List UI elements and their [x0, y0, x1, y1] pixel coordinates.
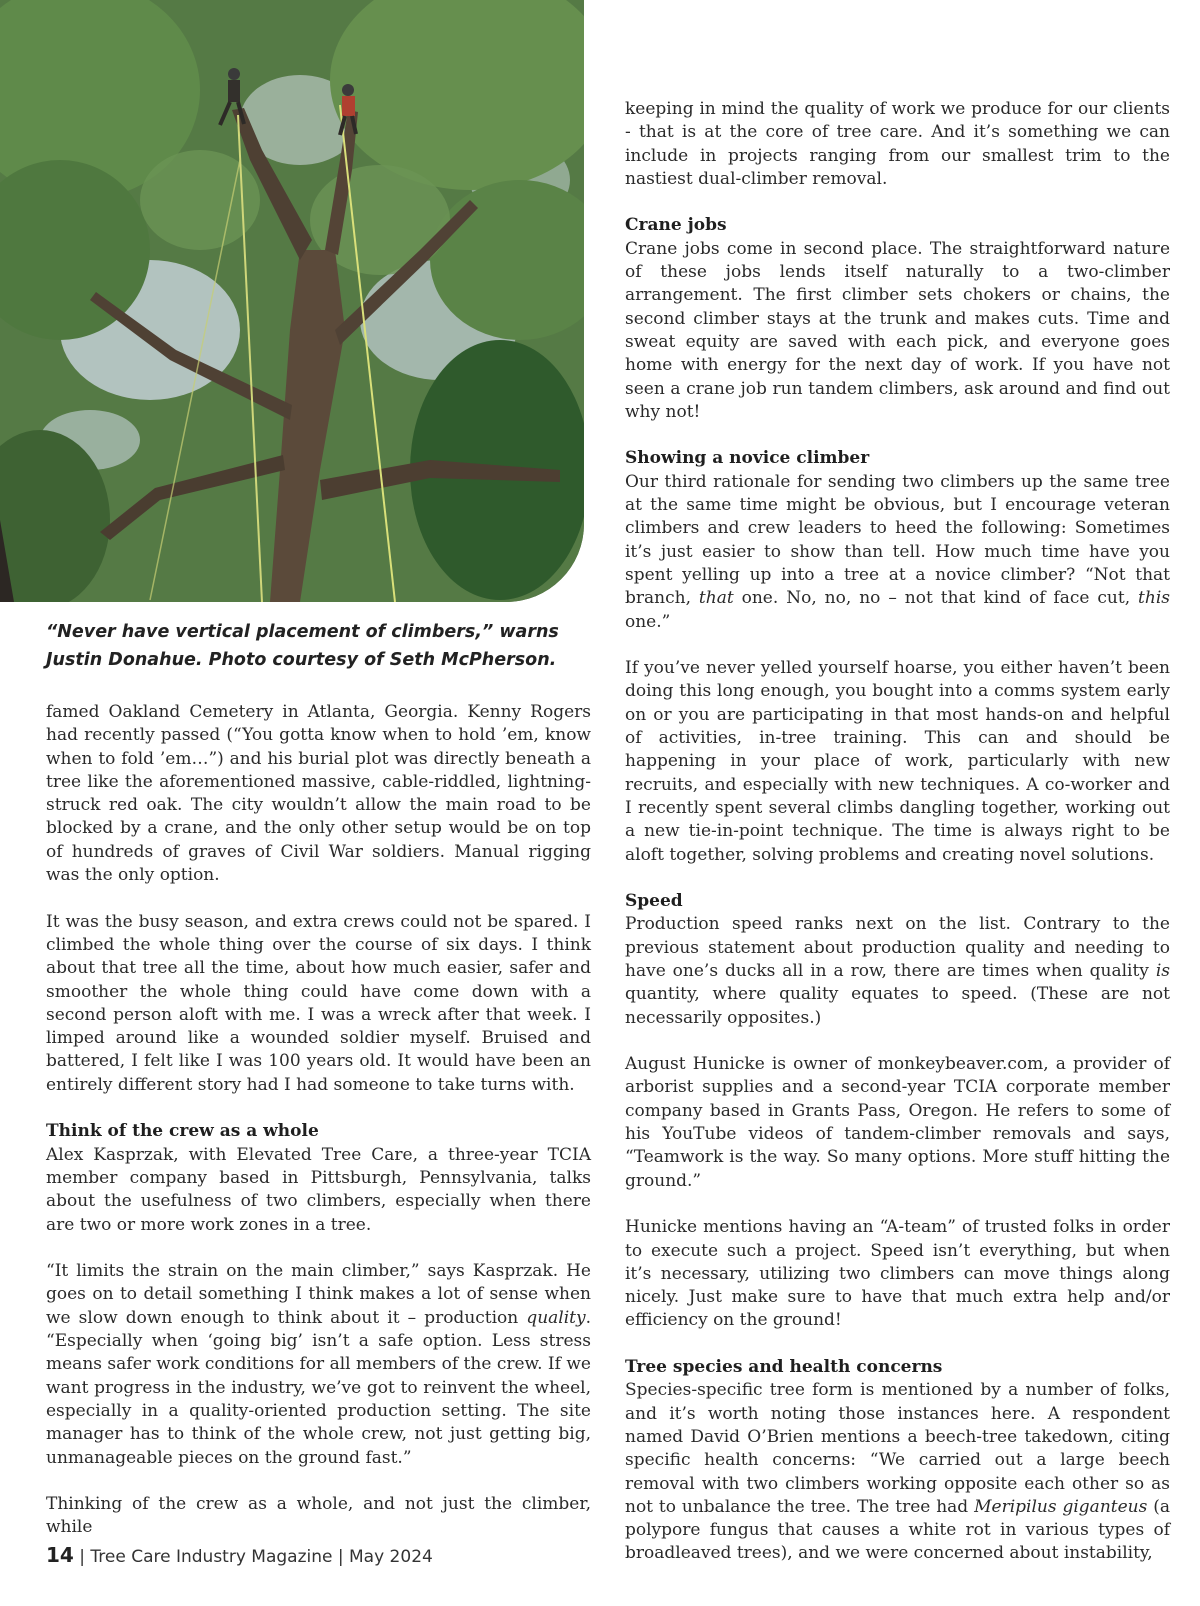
- right-paragraph-3: [625, 471, 1170, 634]
- text-run: quantity, where quality equates to speed. (These are not necessarily opposites.): [625, 984, 1170, 1028]
- emphasis-quality: quality: [526, 1307, 586, 1328]
- heading-crew-as-whole: Think of the crew as a whole: [46, 1121, 319, 1142]
- emphasis-that: that: [698, 588, 734, 609]
- emphasis-species-name: Meripilus giganteus: [974, 1496, 1148, 1517]
- heading-crane-jobs: Crane jobs: [625, 215, 727, 236]
- right-paragraph-6: August Hunicke is owner of monkeybeaver.com, a provider of arborist supplies and a second-year TCIA corporate member company based in Grants Pass, Oregon. He refers to some of his YouTube videos of tandem-climber removals and says, “Teamwork is the way. So many options. More stuff hitting the ground.”: [625, 1054, 1170, 1191]
- right-paragraph-2: Crane jobs come in second place. The straightforward nature of these jobs lends itself naturally to a two-climber arrangement. The first climber sets chokers or chains, the second climber stays at the trunk and makes cuts. Time and sweat equity are saved with each pick, and everyone goes home with energy for the next day of work. If you have not seen a crane job run tandem climbers, ask around and find out why not!: [625, 238, 1170, 422]
- left-paragraph-4: [46, 1260, 591, 1470]
- text-run: Production speed ranks next on the list. Contrary to the previous statement about production quality and needing to have one’s ducks all in a row, there are times when quality: [625, 914, 1170, 981]
- text-run: one. No, no, no – not that kind of face cut,: [733, 588, 1139, 609]
- page-number: 14: [46, 1543, 74, 1567]
- text-run: Our third rationale for sending two climbers up the same tree at the same time might be obvious, but I encourage veteran climbers and crew leaders to heed the following: Sometimes it’s just easier to show than tell. How much time have you spent yelling up into a tree at a novice climber? “Not that branch,: [625, 471, 1170, 609]
- left-paragraph-2: It was the busy season, and extra crews could not be spared. I climbed the whole thing over the course of six days. I think about that tree all the time, about how much easier, safer and smoother the whole thing could have come down with a second person aloft with me. I was a wreck after that week. I limped around like a wounded soldier myself. Bruised and battered, I felt like I was 100 years old. It would have been an entirely different story had I had someone to take turns with.: [46, 911, 591, 1095]
- right-paragraph-1: keeping in mind the quality of work we produce for our clients - that is at the core of tree care. And it’s something we can include in projects ranging from our smallest trim to the nastiest dual-climber removal.: [625, 99, 1170, 189]
- tree-photo-illustration: [0, 0, 584, 602]
- photo-caption: “Never have vertical placement of climbers,” warns Justin Donahue. Photo courtesy of Seth McPherson.: [46, 622, 559, 670]
- heading-tree-species: Tree species and health concerns: [625, 1357, 943, 1378]
- page-footer: [46, 1543, 433, 1567]
- left-paragraph-3: Alex Kasprzak, with Elevated Tree Care, a three-year TCIA member company based in Pittsburgh, Pennsylvania, talks about the usefulness of two climbers, especially when there are two or more work zones in a tree.: [46, 1144, 591, 1235]
- right-paragraph-8: [625, 1379, 1170, 1565]
- right-paragraph-7: Hunicke mentions having an “A-team” of trusted folks in order to execute such a project. Speed isn’t everything, but when it’s necessary, utilizing two climbers can move things along nicely. Just make sure to have that much extra help and/or efficiency on the ground!: [625, 1217, 1170, 1331]
- right-column: [625, 98, 1170, 1589]
- publication-info: | Tree Care Industry Magazine | May 2024: [73, 1547, 433, 1567]
- text-run: “It limits the strain on the main climber,” says Kasprzak. He goes on to detail something I think makes a lot of sense when we slow down enough to think about it – production: [46, 1261, 591, 1328]
- text-run: . “Especially when ‘going big’ isn’t a safe option. Less stress means safer work conditions for all members of the crew. If we want progress in the industry, we’ve got to reinvent the wheel, especially in a quality-oriented production setting. The site manager has to think of the whole crew, not just getting big, unmanageable pieces on the ground fast.”: [46, 1307, 591, 1468]
- tree-climbers-photo: [0, 0, 584, 602]
- right-paragraph-5: [625, 913, 1170, 1029]
- left-paragraph-5: Thinking of the crew as a whole, and not just the climber, while: [46, 1494, 591, 1538]
- text-run: one.”: [625, 611, 671, 632]
- heading-novice-climber: Showing a novice climber: [625, 448, 870, 469]
- text-run: (a polypore fungus that causes a white rot in various types of broadleaved trees), and we were concerned about instability,: [625, 1496, 1171, 1564]
- emphasis-is: is: [1155, 960, 1170, 981]
- left-paragraph-1: famed Oakland Cemetery in Atlanta, Georgia. Kenny Rogers had recently passed (“You gotta know when to hold ’em, know when to fold ’em…”) and his burial plot was directly beneath a tree like the aforementioned massive, cable-riddled, lightning-struck red oak. The city wouldn’t allow the main road to be blocked by a crane, and the only other setup would be on top of hundreds of graves of Civil War soldiers. Manual rigging was the only option.: [46, 702, 591, 886]
- text-run: Species-specific tree form is mentioned by a number of folks, and it’s worth noting those instances here. A respondent named David O’Brien mentions a beech-tree takedown, citing specific health concerns: “We carried out a large beech removal with two climbers working opposite each other so as not to unbalance the tree. The tree had: [625, 1380, 1170, 1517]
- heading-speed: Speed: [625, 891, 683, 912]
- emphasis-this: this: [1138, 588, 1170, 609]
- right-paragraph-4: If you’ve never yelled yourself hoarse, you either haven’t been doing this long enough, you bought into a comms system early on or you are participating in that most hands-on and helpful of activities, in-tree training. This can and should be happening in your place of work, particularly with new recruits, and especially with new techniques. A co-worker and I recently spent several climbs dangling together, working out a new tie-in-point technique. The time is always right to be aloft together, solving problems and creating novel solutions.: [625, 658, 1170, 865]
- left-column: [46, 701, 591, 1563]
